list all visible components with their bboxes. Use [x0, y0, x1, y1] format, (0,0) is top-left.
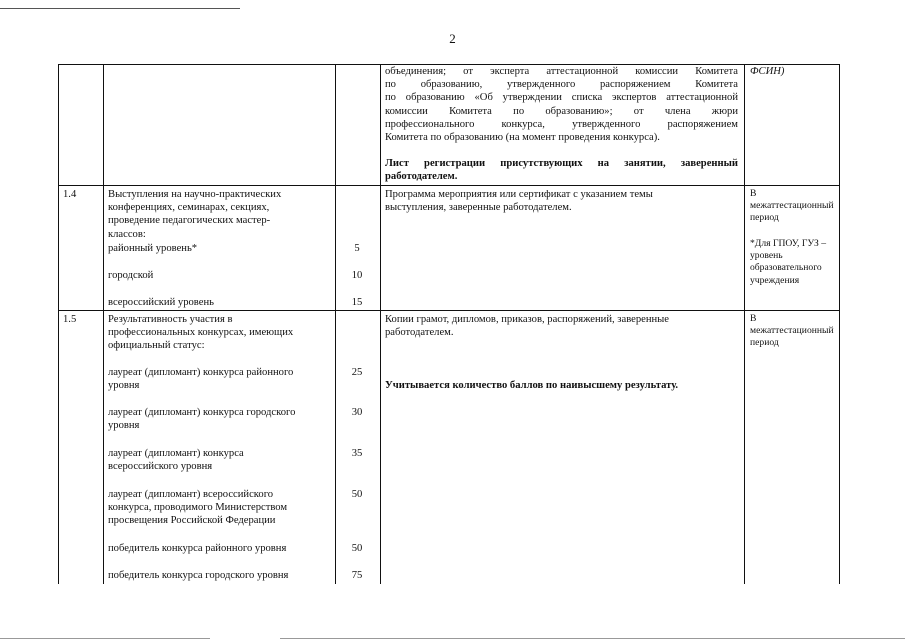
title-line: Выступления на научно-практических — [108, 189, 282, 200]
requirements-line: объединения; от эксперта аттестационной комиссии Комитета — [385, 66, 738, 77]
docs-line: выступления, заверенные работодателем. — [385, 202, 572, 214]
row-number-1-4: 1.4 — [63, 189, 77, 200]
highest-result-note: Учитывается количество баллов по наивысшему результату. — [385, 380, 679, 391]
level-line: конкурса, проводимого Министерством — [108, 502, 288, 514]
level-label — [108, 406, 333, 432]
level-label — [108, 488, 333, 528]
page-number: 2 — [449, 31, 456, 46]
level-line: просвещения Российской Федерации — [108, 515, 276, 527]
level-label: всероссийский уровень — [108, 297, 214, 308]
continuation-note: ФСИН) — [750, 66, 785, 77]
level-label: городской — [108, 270, 154, 281]
level-line: победитель конкурса городского уровня — [108, 570, 289, 581]
level-points: 15 — [351, 297, 363, 308]
row-1-4-documents — [385, 188, 738, 214]
col-line-2 — [335, 64, 336, 584]
title-line: профессиональных конкурсах, имеющих — [108, 327, 294, 339]
footnote-line: *Для ГПОУ, ГУЗ – — [750, 238, 827, 249]
level-points: 75 — [351, 570, 363, 581]
level-label — [108, 542, 333, 555]
level-line: лауреат (дипломант) конкурса — [108, 448, 244, 459]
row-divider-2 — [58, 310, 840, 311]
level-label — [108, 366, 333, 392]
level-line: уровня — [108, 420, 140, 432]
registration-line: работодателем. — [385, 171, 458, 183]
row-1-5-title — [108, 313, 333, 353]
row-1-4-period — [750, 188, 838, 225]
requirements-line: Комитета по образованию (на момент проведения конкурса). — [385, 132, 660, 144]
period-line: межаттестационный — [750, 325, 834, 337]
bottom-rule-right — [280, 638, 905, 639]
footnote-line: учреждения — [750, 274, 800, 286]
level-line: всероссийского уровня — [108, 461, 213, 473]
registration-line: Лист регистрации присутствующих на занятии, заверенный — [385, 158, 738, 169]
title-line: классов: — [108, 228, 146, 240]
requirements-line: комиссии Комитета по образованию»; от члена жюри — [385, 105, 738, 117]
period-line: период — [750, 212, 779, 224]
title-line: конференциях, семинарах, секциях, — [108, 202, 270, 214]
registration-sheet-note — [385, 157, 738, 183]
requirements-line: по образованию, утвержденного распоряжением Комитета — [385, 79, 738, 91]
level-line: уровня — [108, 380, 140, 392]
level-label — [108, 569, 333, 582]
level-label: районный уровень* — [108, 243, 198, 254]
row-1-5-period — [750, 313, 838, 350]
col-line-4 — [744, 64, 745, 584]
period-line: межаттестационный — [750, 200, 834, 212]
period-line: период — [750, 337, 779, 349]
level-points: 50 — [351, 489, 363, 500]
footnote-line: уровень — [750, 250, 783, 262]
row-number-1-5: 1.5 — [63, 314, 77, 325]
level-points: 25 — [351, 367, 363, 378]
level-line: лауреат (дипломант) конкурса городского — [108, 407, 296, 418]
footnote-line: образовательного — [750, 262, 822, 274]
col-line-1 — [103, 64, 104, 584]
title-line: официальный статус: — [108, 340, 205, 352]
bottom-rule-left — [0, 638, 210, 639]
level-line: победитель конкурса районного уровня — [108, 543, 287, 554]
top-rule — [0, 8, 240, 9]
docs-line: Программа мероприятия или сертификат с указанием темы — [385, 189, 653, 200]
col-line-0 — [58, 64, 59, 584]
title-line: Результативность участия в — [108, 314, 233, 325]
level-points: 30 — [351, 407, 363, 418]
requirements-line: профессионального конкурса, утвержденного распоряжением — [385, 118, 738, 130]
row-1-5-documents — [385, 313, 738, 339]
col-line-3 — [380, 64, 381, 584]
col-line-5 — [839, 64, 840, 584]
row-1-4-footnote — [750, 238, 838, 287]
period-line: В — [750, 313, 757, 324]
level-points: 35 — [351, 448, 363, 459]
period-line: В — [750, 188, 757, 199]
level-line: лауреат (дипломант) конкурса районного — [108, 367, 294, 378]
docs-line: работодателем. — [385, 327, 454, 339]
title-line: проведение педагогических мастер- — [108, 215, 271, 227]
docs-line: Копии грамот, дипломов, приказов, распоряжений, заверенные — [385, 314, 669, 325]
level-line: лауреат (дипломант) всероссийского — [108, 489, 274, 500]
level-label — [108, 447, 333, 473]
row-1-4-title — [108, 188, 333, 241]
level-points: 50 — [351, 543, 363, 554]
row-divider-1 — [58, 185, 840, 186]
requirements-line: по образованию «Об утверждении списка экспертов аттестационной — [385, 92, 738, 104]
continuation-requirements — [385, 65, 738, 144]
level-points: 5 — [354, 243, 360, 254]
level-points: 10 — [351, 270, 363, 281]
